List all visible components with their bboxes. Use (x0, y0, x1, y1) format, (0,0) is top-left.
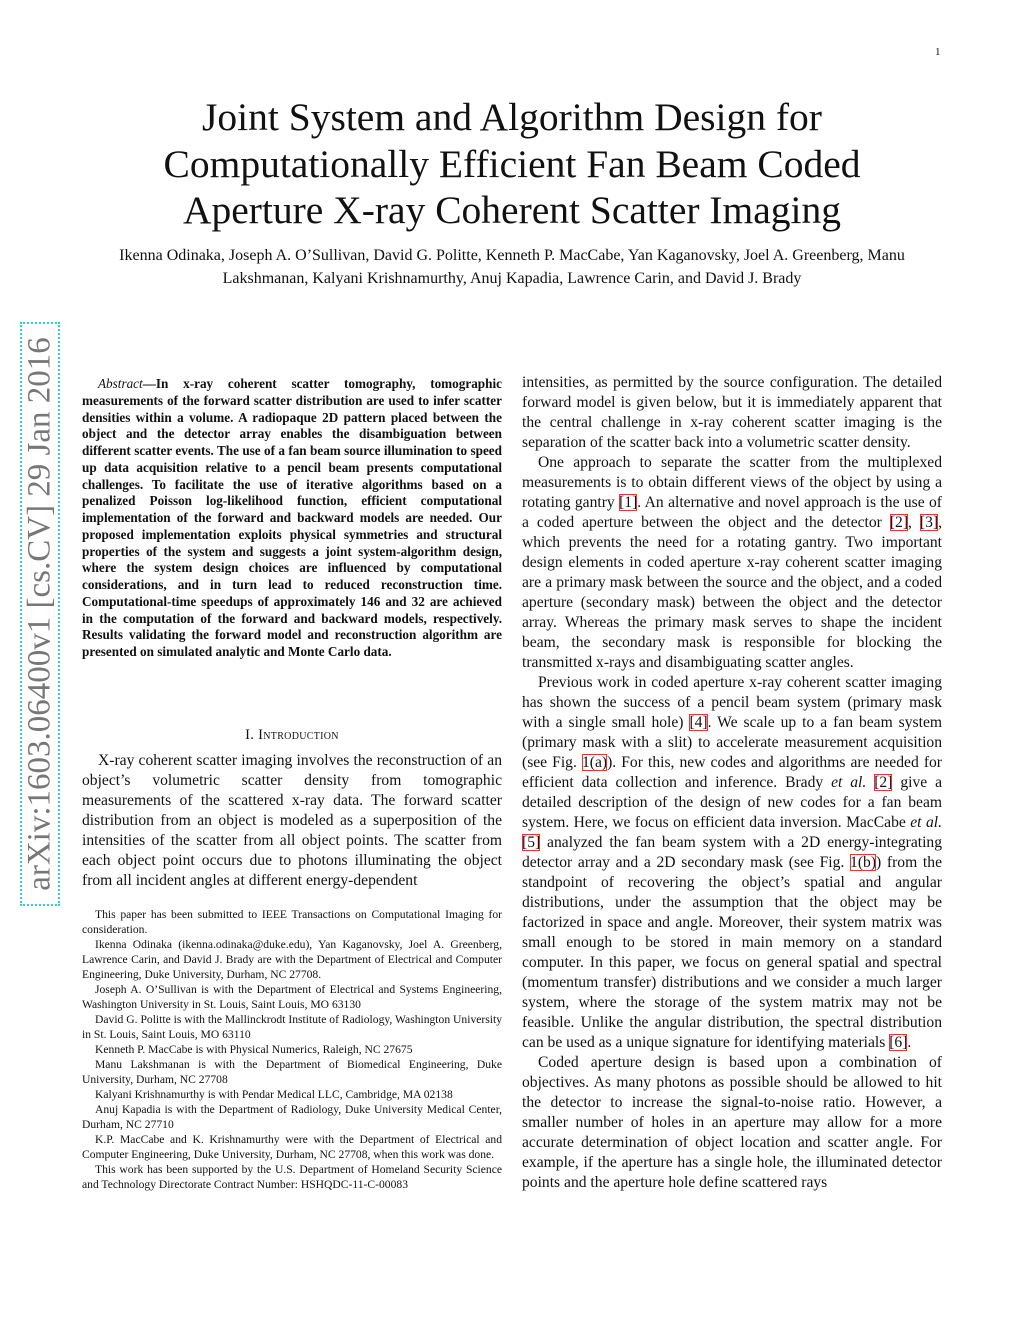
citation-link[interactable]: [2] (874, 774, 893, 791)
abstract-text: —In x-ray coherent scatter tomography, tomographic measurements of the forward scatter distribution are used to infer scatter densities within a volume. A radiopaque 2D pattern placed between the object and the detector array enables the disambiguation between different scatter events. The use of a fan beam source illumination to speed up data acquisition relative to a pencil beam presents computational challenges. To facilitate the use of iterative algorithms based on a penalized Poisson log-likelihood function, efficient computational implementation of the forward and backward models are needed. Our proposed implementation exploits physical symmetries and structural properties of the system and suggests a joint system-algorithm design, where the system design choices are influenced by computational considerations, and in turn lead to reduced reconstruction time. Computational-time speedups of approximately 146 and 32 are achieved in the computation of the forward and backward models, respectively. Results validating the forward model and reconstruction algorithm are presented on simulated analytic and Monte Carlo data. (82, 376, 502, 659)
paper-title: Joint System and Algorithm Design for Computationally Efficient Fan Beam Coded Aperture X-ray Coherent Scatter Imaging (163, 95, 861, 232)
citation-link[interactable]: 1(a) (581, 754, 608, 771)
paragraph (522, 453, 942, 673)
right-column-text (522, 373, 942, 1193)
text-run: et al. (831, 774, 867, 791)
arxiv-id[interactable]: arXiv:1603.06400v1 [cs.CV] 29 Jan 2016 (21, 337, 58, 891)
section-number: I. (245, 727, 259, 743)
paragraph (522, 673, 942, 1053)
text-run: Coded aperture design is based upon a combination of objectives. As many photons as possible should be allowed to hit the detector to increase the signal-to-noise ratio. However, a smaller number of holes in an aperture may allow for a more accurate determination of object location and scatter angle. For example, if the aperture has a single hole, the illuminated detector points and the aperture hole define scattered rays (522, 1054, 942, 1191)
citation-link[interactable]: [1] (619, 494, 638, 511)
footnote: Manu Lakshmanan is with the Department of Biomedical Engineering, Duke University, Durham, NC 27708 (82, 1058, 502, 1086)
footnotes (82, 907, 502, 1192)
text-run: et al. (910, 814, 942, 831)
citation-link[interactable]: [5] (522, 834, 541, 851)
text-run: . We scale up to a fan beam system (primary mask with a slit) to accelerate measurement acquisition (see Fig. (522, 714, 942, 771)
footnote: Kalyani Krishnamurthy is with Pendar Medical LLC, Cambridge, MA 02138 (95, 1088, 453, 1101)
footnote: Kenneth P. MacCabe is with Physical Numerics, Raleigh, NC 27675 (95, 1043, 413, 1056)
citation-link[interactable]: [4] (689, 714, 708, 731)
citation-link[interactable]: [6] (889, 1034, 908, 1051)
text-run: . An alternative and novel approach is the use of a coded aperture between the object and the detector (522, 494, 942, 531)
section-title: Introduction (258, 727, 339, 743)
paragraph (82, 751, 502, 891)
citation-link[interactable]: 1(b) (850, 854, 877, 871)
footnote: Joseph A. O’Sullivan is with the Department of Electrical and Systems Engineering, Washington University in St. Louis, Saint Louis, MO 63130 (82, 983, 502, 1011)
footnote: Ikenna Odinaka (ikenna.odinaka@duke.edu), Yan Kaganovsky, Joel A. Greenberg, Lawrence Carin, and David J. Brady are with the Department of Electrical and Computer Engineering, Duke University, Durham, NC 27708. (82, 938, 502, 981)
footnote: This work has been supported by the U.S. Department of Homeland Security Science and Technology Directorate Contract Number: HSHQDC-11-C-00083 (82, 1163, 502, 1191)
author-list: Ikenna Odinaka, Joseph A. O’Sullivan, David G. Politte, Kenneth P. MacCabe, Yan Kaganovsky, Joel A. Greenberg, Manu Lakshmanan, Kalyani Krishnamurthy, Anuj Kapadia, Lawrence Carin, and David J. Brady (119, 247, 905, 287)
text-run: give a detailed description of the design of new codes for a fan beam system. Here, we focus on efficient data inversion. MacCabe (522, 774, 942, 831)
text-run: ) from the standpoint of recovering the object’s spatial and angular distributions, under the assumption that the object may be factorized in space and angle. Moreover, their system matrix was small enough to be stored in main memory on a standard computer. In this paper, we focus on general spatial and spectral (momentum transfer) distributions and we consider a much larger system, where the storage of the system matrix may not be feasible. Unlike the angular distribution, the spectral distribution can be used as a unique signature for identifying materials (522, 854, 942, 1051)
text-run: . (907, 1034, 912, 1051)
arxiv-stamp[interactable] (20, 322, 60, 906)
text-run: , (908, 514, 920, 531)
abstract-label: Abstract (98, 376, 143, 391)
citation-link[interactable]: [2] (889, 514, 909, 531)
footnote: This paper has been submitted to IEEE Transactions on Computational Imaging for consideration. (82, 908, 502, 936)
text-run: intensities, as permitted by the source configuration. The detailed forward model is given below, but it is immediately apparent that the central challenge in x-ray coherent scatter imaging is the separation of the scatter back into a volumetric scatter density. (522, 374, 942, 451)
paragraph (522, 373, 942, 453)
text-run: analyzed the fan beam system with a 2D energy-integrating detector array and a 2D secondary mask (see Fig. (522, 834, 942, 871)
footnote: David G. Politte is with the Mallinckrodt Institute of Radiology, Washington University in St. Louis, Saint Louis, MO 63110 (82, 1013, 502, 1041)
footnote: K.P. MacCabe and K. Krishnamurthy were with the Department of Electrical and Computer Engineering, Duke University, Durham, NC 27708, when this work was done. (82, 1133, 502, 1161)
text-run: , which prevents the need for a rotating gantry. Two important design elements in coded aperture x-ray coherent scatter imaging are a primary mask between the source and the object, and a coded aperture (secondary mask) between the object and the detector array. Whereas the primary mask serves to shape the incident beam, the secondary mask is responsible for blocking the transmitted x-rays and disambiguating scatter angles. (522, 514, 943, 671)
text-run: One approach to separate the scatter from the multiplexed measurements is to obtain different views of the object by using a rotating gantry (522, 454, 942, 511)
citation-link[interactable]: [3] (919, 514, 939, 531)
footnote: Anuj Kapadia is with the Department of Radiology, Duke University Medical Center, Durham, NC 27710 (82, 1103, 502, 1131)
text-run: ). For this, new codes and algorithms are needed for efficient data collection and inference. Brady (522, 754, 943, 791)
text-run: Previous work in coded aperture x-ray coherent scatter imaging has shown the success of a pencil beam system (primary mask with a single small hole) (522, 674, 942, 731)
page-number: 1 (935, 46, 941, 58)
section-heading (82, 727, 502, 744)
paragraph (522, 1053, 942, 1193)
abstract (82, 376, 502, 661)
text-run: X-ray coherent scatter imaging involves the reconstruction of an object’s volumetric scatter density from tomographic measurements of the scattered x-ray data. The forward scatter distribution from an object is modeled as a superposition of the intensities of the scatter from all object points. The scatter from each object point occurs due to photons illuminating the object from all incident angles at different energy-dependent (82, 752, 502, 889)
introduction-text (82, 751, 502, 891)
